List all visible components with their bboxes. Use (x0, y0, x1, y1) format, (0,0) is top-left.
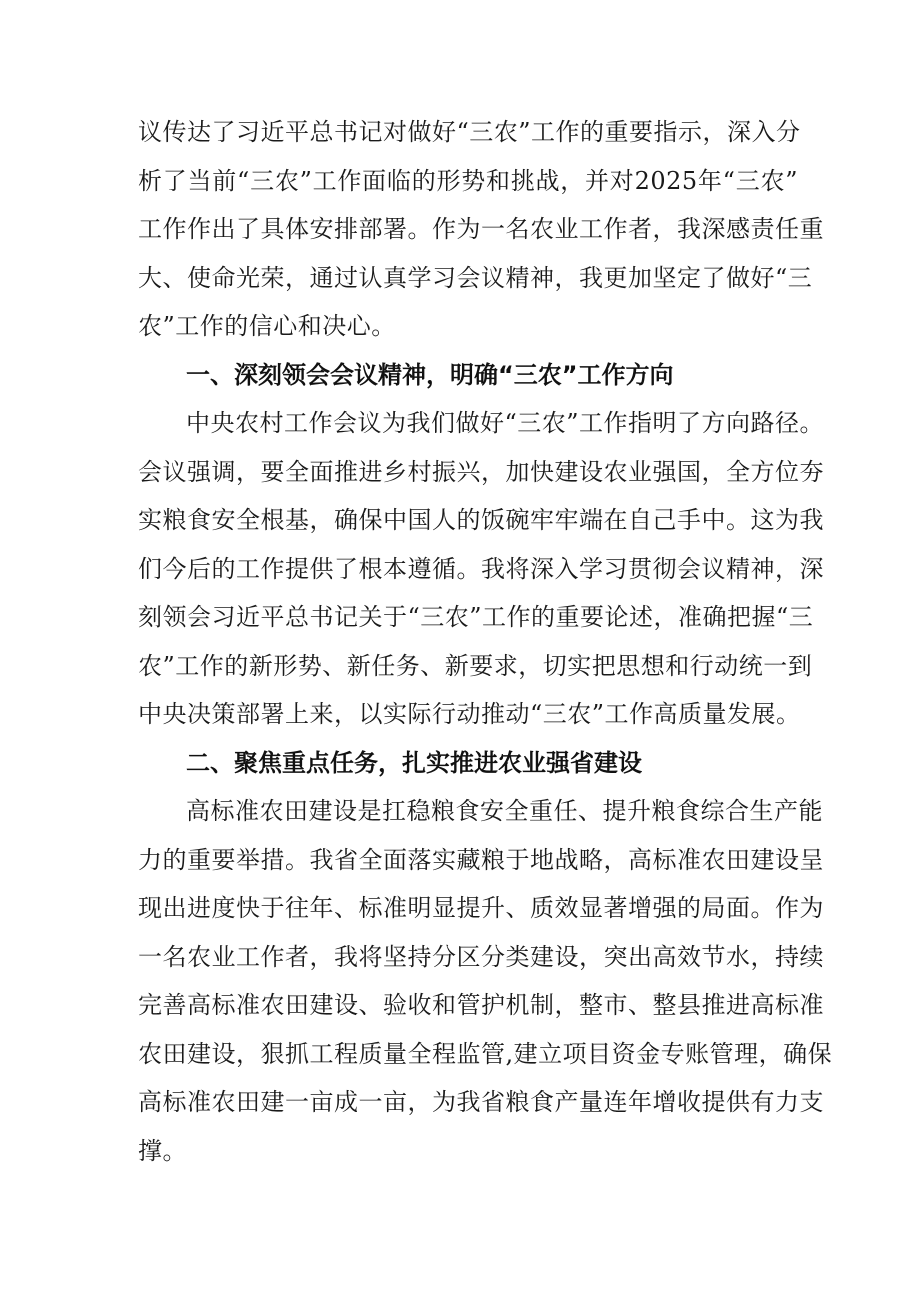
paragraph-line: 大、使命光荣，通过认真学习会议精神，我更加坚定了做好“三 (138, 263, 813, 292)
document-page (138, 108, 833, 1175)
section2-heading: 二、聚焦重点任务，扎实推进农业强省建设 (186, 748, 642, 777)
paragraph-line: 农”工作的信心和决心。 (138, 312, 396, 340)
paragraph-line: 现出进度快于往年、标准明显提升、质效显著增强的局面。作为 (138, 894, 824, 922)
paragraph-line: 工作作出了具体安排部署。作为一名农业工作者，我深感责任重 (138, 215, 824, 243)
section1-paragraph (138, 399, 825, 739)
paragraph-line: 中央农村工作会议为我们做好“三农”工作指明了方向路径。 (186, 409, 825, 437)
paragraph-line: 实粮食安全根基，确保中国人的饭碗牢牢端在自己手中。这为我 (138, 506, 824, 534)
paragraph-line: 高标准农田建一亩成一亩，为我省粮食产量连年增收提供有力支 (138, 1088, 824, 1116)
paragraph-line: 农”工作的新形势、新任务、新要求，切实把思想和行动统一到 (138, 651, 813, 680)
paragraph-line: 议传达了习近平总书记对做好“三农”工作的重要指示，深入分 (138, 118, 801, 146)
paragraph-line: 力的重要举措。我省全面落实藏粮于地战略，高标准农田建设呈 (138, 845, 824, 874)
section1-heading: 一、深刻领会会议精神，明确“三农”工作方向 (186, 360, 674, 389)
paragraph-line: 高标准农田建设是扛稳粮食安全重任、提升粮食综合生产能 (186, 797, 823, 825)
paragraph-line: 刻领会习近平总书记关于“三农”工作的重要论述，准确把握“三 (138, 603, 814, 631)
section2-paragraph (138, 787, 833, 1175)
paragraph-line: 撑。 (138, 1136, 187, 1165)
paragraph-line: 析了当前“三农”工作面临的形势和挑战，并对2025年“三农” (138, 166, 798, 195)
intro-paragraph (138, 108, 824, 351)
paragraph-line: 会议强调，要全面推进乡村振兴，加快建设农业强国，全方位夯 (138, 457, 824, 486)
paragraph-line: 完善高标准农田建设、验收和管护机制，整市、整县推进高标准 (138, 991, 824, 1019)
paragraph-line: 们今后的工作提供了根本遵循。我将深入学习贯彻会议精神，深 (138, 554, 824, 583)
paragraph-line: 农田建设，狠抓工程质量全程监管,建立项目资金专账管理，确保 (138, 1039, 833, 1068)
paragraph-line: 一名农业工作者，我将坚持分区分类建设，突出高效节水，持续 (138, 942, 824, 971)
paragraph-line: 中央决策部署上来，以实际行动推动“三农”工作高质量发展。 (138, 700, 801, 728)
